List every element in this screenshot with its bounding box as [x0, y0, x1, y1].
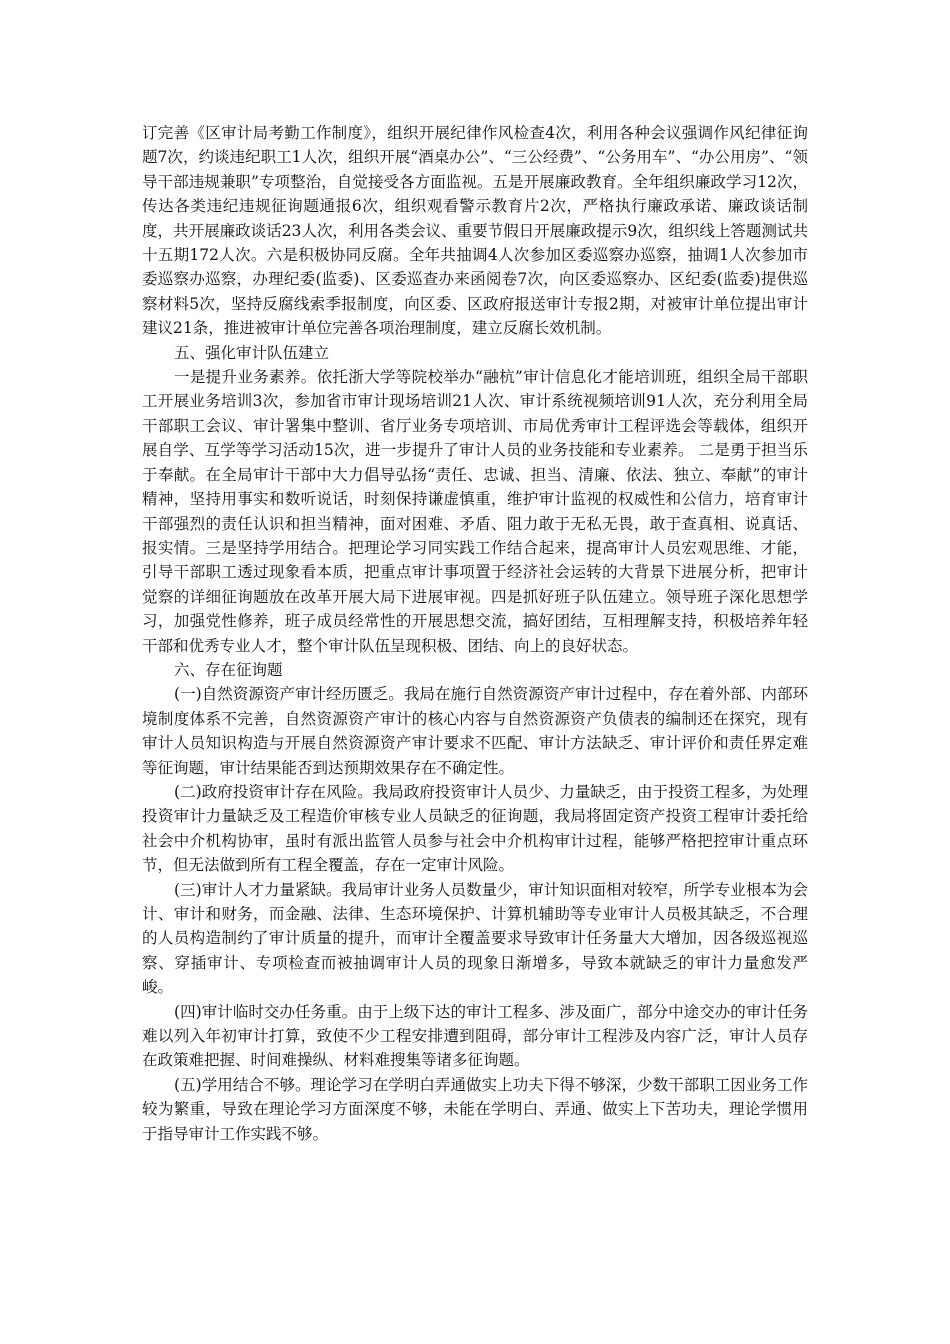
paragraph-issue-1: (一)自然资源资产审计经历匮乏。我局在施行自然资源资产审计过程中，存在着外部、内部环境制度体系不完善，自然资源资产审计的核心内容与自然资源资产负债表的编制还在探究，现有审计人员知识构造与开展自然资源资产审计要求不匹配、审计方法缺乏、审计评价和责任界定难等征询题，审计结果能否到达预期效果存在不确定性。 [142, 685, 808, 777]
section-heading-5: 五、强化审计队伍建立 [174, 343, 330, 362]
document-page [142, 121, 808, 1146]
paragraph-issue-4: (四)审计临时交办任务重。由于上级下达的审计工程多、涉及面广，部分中途交办的审计任务难以列入年初审计打算，致使不少工程安排遭到阻碍，部分审计工程涉及内容广泛，审计人员存在政策难把握、时间难操纵、材料难搜集等诸多征询题。 [142, 1002, 808, 1070]
paragraph-issue-3: (三)审计人才力量紧缺。我局审计业务人员数量少，审计知识面相对较窄，所学专业根本为会计、审计和财务，而金融、法律、生态环境保护、计算机辅助等专业审计人员极其缺乏，不合理的人员构造制约了审计质量的提升，而审计全覆盖要求导致审计任务量大大增加，因各级巡视巡察、穿插审计、专项检查而被抽调审计人员的现象日渐增多，导致本就缺乏的审计力量愈发严峻。 [142, 880, 808, 997]
paragraph-issue-2: (二)政府投资审计存在风险。我局政府投资审计人员少、力量缺乏，由于投资工程多，为处理投资审计力量缺乏及工程造价审核专业人员缺乏的征询题，我局将固定资产投资工程审计委托给社会中介机构协审，虽时有派出监管人员参与社会中介机构审计过程，能够严格把控审计重点环节，但无法做到所有工程全覆盖，存在一定审计风险。 [142, 782, 808, 875]
paragraph-continuation: 订完善《区审计局考勤工作制度》，组织开展纪律作风检查4次，利用各种会议强调作风纪律征询题7次，约谈违纪职工1人次，组织开展“酒桌办公”、“三公经费”、“公务用车”、“办公用房”、“领导干部违规兼职”专项整治，自觉接受各方面监视。五是开展廉政教育。全年组织廉政学习12次，传达各类违纪违规征询题通报6次，组织观看警示教育片2次，严格执行廉政承诺、廉政谈话制度，共开展廉政谈话23人次，利用各类会议、重要节假日开展廉政提示9次，组织线上答题测试共十五期172人次。六是积极协同反腐。全年共抽调4人次参加区委巡察办巡察，抽调1人次参加市委巡察办巡察，办理纪委(监委)、区委巡查办来函阅卷7次，向区委巡察办、区纪委(监委)提供巡察材料5次，坚持反腐线索季报制度，向区委、区政府报送审计专报2期，对被审计单位提出审计建议21条，推进被审计单位完善各项治理制度，建立反腐长效机制。 [142, 124, 808, 338]
paragraph-team-building: 一是提升业务素养。依托浙大学等院校举办“融杭”审计信息化才能培训班，组织全局干部职工开展业务培训3次，参加省市审计现场培训21人次、审计系统视频培训91人次，充分利用全局干部职工会议、审计署集中整训、省厅业务专项培训、市局优秀审计工程评选会等载体，组织开展自学、互学等学习活动15次，进一步提升了审计人员的业务技能和专业素养。 二是勇于担当乐于奉献。在全局审计干部中大力倡导弘扬“责任、忠诚、担当、清廉、依法、独立、奉献”的审计精神，坚持用事实和数听说话，时刻保持谦虚慎重，维护审计监视的权威性和公信力，培育审计干部强烈的责任认识和担当精神，面对困难、矛盾、阻力敢于无私无畏，敢于查真相、说真话、报实情。三是坚持学用结合。把理论学习同实践工作结合起来，提高审计人员宏观思维、才能，引导干部职工透过现象看本质，把重点审计事项置于经济社会运转的大背景下进展分析，把审计觉察的详细征询题放在改革开展大局下进展审视。四是抓好班子队伍建立。领导班子深化思想学习，加强党性修养，班子成员经常性的开展思想交流，搞好团结，互相理解支持，积极培养年轻干部和优秀专业人才，整个审计队伍呈现积极、团结、向上的良好状态。 [142, 368, 808, 655]
paragraph-issue-5: (五)学用结合不够。理论学习在学明白弄通做实上功夫下得不够深，少数干部职工因业务工作较为繁重，导致在理论学习方面深度不够，未能在学明白、弄通、做实上下苦功夫，理论学惯用于指导审计工作实践不够。 [142, 1075, 808, 1143]
section-heading-6: 六、存在征询题 [174, 660, 283, 679]
